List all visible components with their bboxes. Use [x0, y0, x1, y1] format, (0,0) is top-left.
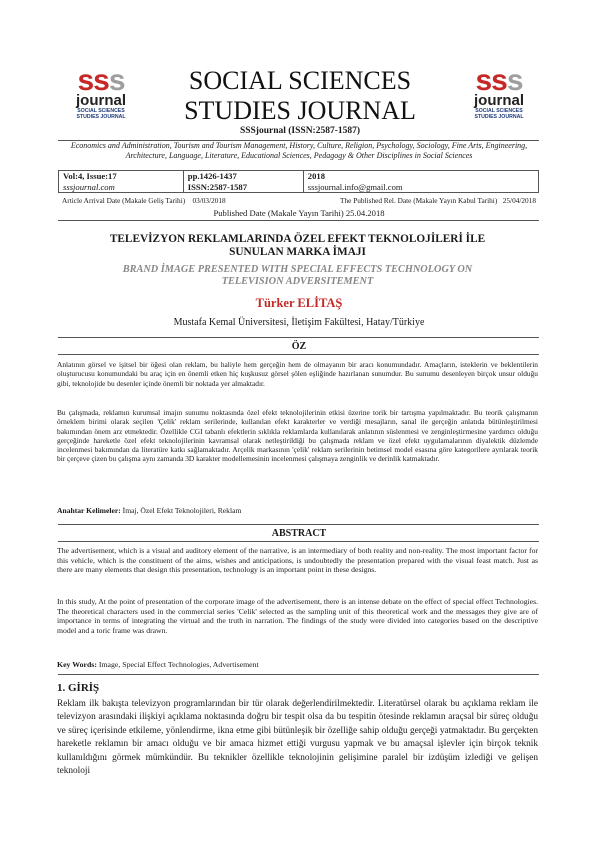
logo-journal-word: journal [473, 92, 524, 109]
journal-issn-line: SSSjournal (ISSN:2587-1587) [239, 126, 361, 136]
journal-title-line-1: SOCIAL SCIENCES [188, 66, 412, 95]
journal-logo-right [460, 64, 538, 130]
accepted-date-group: The Published Rel. Date (Makale Yayın Kabul Tarihi) 25/04/2018 [340, 196, 536, 205]
section-1-body: Reklam ilk bakışta televizyon programlarından bir tür olarak değerlendirilmektedir. Literatürsel olarak bu açıklama reklam ile televizyon arasındaki ilişkiyi açıklama noktasında doğru bir tespit olsa da bu tespitin ötesinde reklamın araçsal bir süreç olduğu ve süreç içerisinde etkileme, yönlendirme, ikna etme gibi bütünleşik bir özelliğe sahip olduğu gerçeği yatmaktadır. Bu gerçekten hareketle reklamın bir amacı olduğu ve bir amaca hizmet ettiği vurgusu yapmak ve bu amaçsal işlevler için birçok teknik kullanıldığını görmek mümkündür. Bu teknikler özellikle teknolojinin gelişimine paralel bir izdüşüm izlediği ve gelişen teknoloji [57, 699, 538, 777]
page-range: pp.1426-1437 [187, 171, 237, 181]
oz-keywords-label: Anahtar Kelimeler: [57, 506, 121, 515]
journal-logo-left [62, 64, 140, 130]
dates-divider [58, 220, 539, 221]
abstract-heading: ABSTRACT [271, 528, 327, 539]
abstract-end-rule [58, 674, 539, 675]
oz-keywords-text: İmaj, Özel Efekt Teknolojileri, Reklam [122, 506, 242, 515]
logo-sss-mark: sss [77, 64, 125, 97]
author-name: Türker ELİTAŞ [255, 296, 343, 310]
logo-subtitle-1: SOCIAL SCIENCES [77, 108, 125, 114]
abstract-top-rule [58, 524, 539, 525]
oz-paragraph-1: Anlatının görsel ve işitsel bir öğesi olan reklam, bu haliyle hem gerçeğin hem de olmayanın bir aracı konumundadır. Amaçların, isteklerin ve beklentilerin oluşturucusu konumundaki bu araç için en önemli etken hiç kuşkusuz görsel şölen eşliğinde hazırlanan sunumdur. Bu sunumu desenleyen birçok unsur olduğu gibi, teknolojide bu desenler içinde önemli bir noktada yer almaktadır. [57, 360, 538, 388]
journal-website[interactable]: sssjournal.com [63, 181, 115, 192]
article-title-english: BRAND İMAGE PRESENTED WITH SPECIAL EFFECTS TECHNOLOGY ON TELEVISION ADVERSITEMENT [122, 264, 473, 287]
disciplines-list: Economics and Administration, Tourism and Tourism Management, History, Culture, Religion, Psychology, Sociology, Fine Arts, Engineering, Architecture, Language, Literature, Educational Sciences, Pedagogy & Other Disciplines in Social Sciences [70, 141, 528, 160]
journal-email[interactable]: sssjournal.info@gmail.com [307, 181, 403, 192]
logo-sss-mark: sss [475, 64, 523, 97]
logo-subtitle-2: STUDIES JOURNAL [474, 114, 524, 120]
abstract-paragraph-1: The advertisement, which is a visual and auditory element of the narrative, is an intermediary of both reality and non-reality. The most important factor for this vehicle, which is the constituent of the aims, wishes and anticipations, is undoubtedly the presentation prepared with the visual feast match. Just as there are many elements that design this presentation, technology is an important point in these designs. [57, 546, 538, 575]
logo-journal-word: journal [75, 92, 126, 109]
abstract-paragraph-2: In this study, At the point of presentation of the corporate image of the advertisement, there is an intense debate on the effect of special effect Technologies. The theoretical characters used in the commercial series 'Celik' selected as the sampling unit of this theoretical work and the messages they give are of importance in terms of integrating the virtual and the truth in narration. The findings of the study were divided into categories based on the descriptive model and a toric frame was drawn. [57, 597, 538, 636]
abstract-bottom-rule [58, 541, 539, 542]
article-dates-row [62, 196, 536, 205]
issn-number: ISSN:2587-1587 [187, 181, 248, 192]
volume-issue: Vol:4, Issue:17 [63, 171, 117, 181]
oz-heading: ÖZ [291, 341, 307, 352]
journal-info-table [58, 170, 539, 193]
oz-top-rule [58, 337, 539, 338]
oz-keywords [57, 506, 538, 515]
article-title-turkish: TELEVİZYON REKLAMLARINDA ÖZEL EFEKT TEKNOLOJİLERİ İLE SUNULAN MARKA İMAJI [109, 233, 486, 258]
published-date: Published Date (Makale Yayın Tarihi) 25.04.2018 [213, 208, 385, 218]
abstract-keywords [57, 660, 538, 669]
volume-cell [59, 171, 184, 193]
arrival-date-group: Article Arrival Date (Makale Geliş Tarihi) 03/03/2018 [62, 196, 226, 205]
journal-title-line-2: STUDIES JOURNAL [184, 96, 416, 125]
author-affiliation: Mustafa Kemal Üniversitesi, İletişim Fakültesi, Hatay/Türkiye [173, 317, 425, 328]
section-1-heading: 1. GİRİŞ [57, 682, 100, 694]
oz-bottom-rule [58, 354, 539, 355]
logo-subtitle-1: SOCIAL SCIENCES [475, 108, 523, 114]
abstract-keywords-label: Key Words: [57, 660, 97, 669]
abstract-keywords-text: Image, Special Effect Technologies, Advertisement [98, 660, 259, 669]
pages-cell [183, 171, 303, 193]
logo-subtitle-2: STUDIES JOURNAL [76, 114, 126, 120]
oz-paragraph-2: Bu çalışmada, reklamın kurumsal imajın sunumu noktasında özel efekt teknolojilerinin etkisi üzerine torik bir tartışma yapılmaktadır. Bu teorik çalışmanın örneklem birimi olarak seçilen 'Çelik' reklam serilerinde, kullanılan efekt karakterler ve verdiği mesajların, sanal ile gerçeğin anlatıda bütünleştirilmesi bakımından önem arz etmektedir. Özellikle CGI tabanlı efektlerin sıklıkla reklamlarda kullanılarak anlatının süslenmesi ve zenginleştirmesine yardımcı olduğu gerçeğinde hareketle özel efekt teknolojilerinin kavramsal olarak netleştirildiği bu çalışmada reklam ve özel efekt uygulamalarının diyalektik düzlemde incelenmesi bakımından da literatüre katkı sağlamaktadır. Arçelik markasının 'çelik' reklam serilerinin betimsel model esasına göre kategorilere ayrılarak teorik bir çerçeve çizen bu çalışma aynı zamanda 3D karakter modellemesinin incelenmesi çalışmaya zenginlik ve derinlik katmaktadır. [57, 408, 538, 464]
publication-year: 2018 [307, 171, 325, 181]
year-cell [303, 171, 538, 193]
